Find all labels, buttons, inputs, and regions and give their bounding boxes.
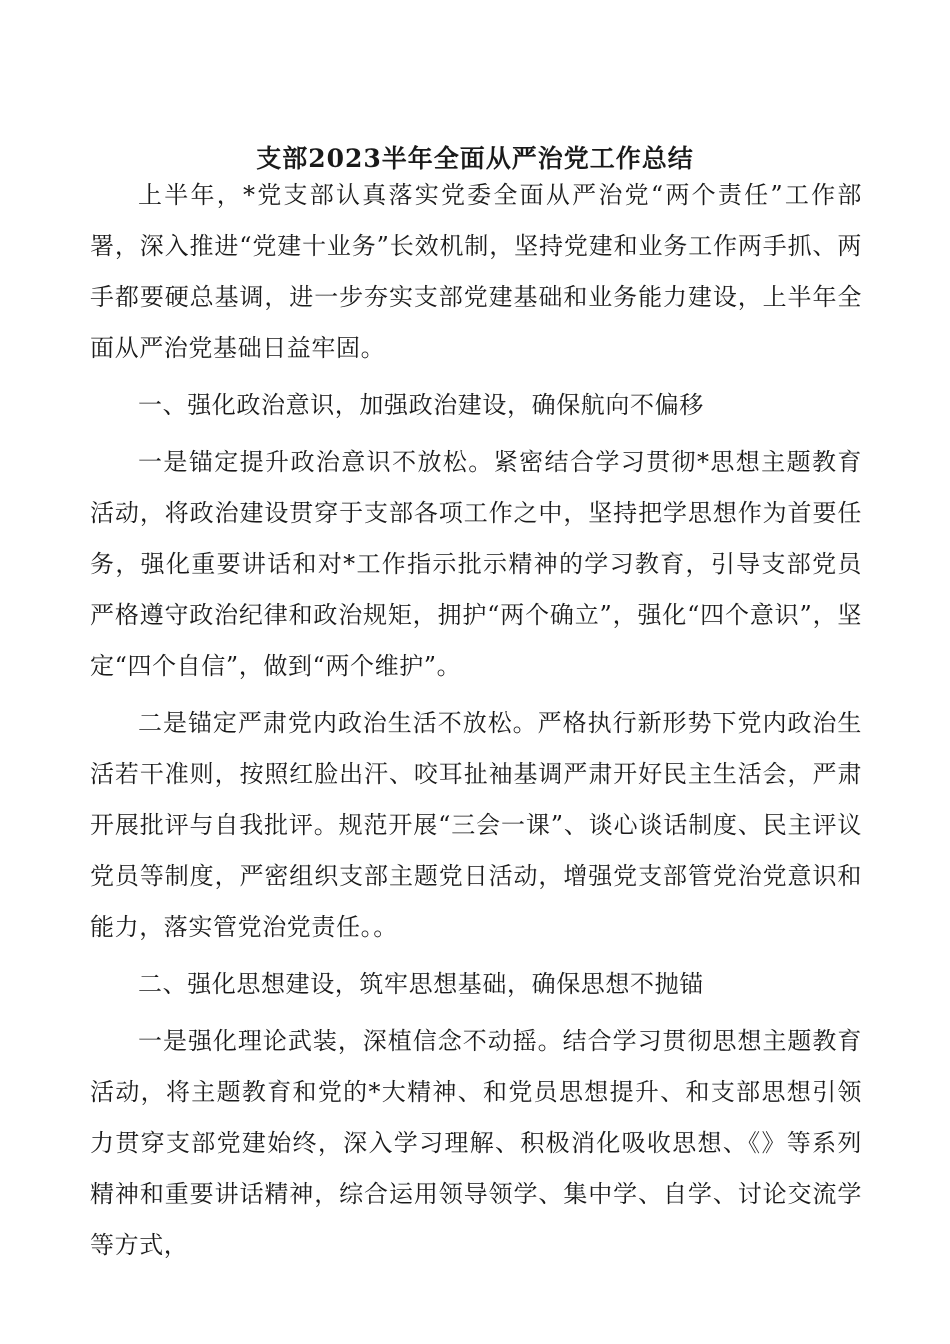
document-title: 支部2023半年全面从严治党工作总结: [256, 144, 694, 173]
intro-paragraph: 上半年，*党支部认真落实党委全面从严治党“两个责任”工作部署，深入推进“党建十业务”长效机制，坚持党建和业务工作两手抓、两手都要硬总基调，进一步夯实支部党建基础和业务能力建设，上半年全面从严治党基础日益牢固。: [90, 181, 862, 362]
section-heading-2: 二、强化思想建设，筑牢思想基础，确保思想不抛锚: [138, 970, 704, 998]
section1-paragraph-1: 一是锚定提升政治意识不放松。紧密结合学习贯彻*思想主题教育活动，将政治建设贯穿于支部各项工作之中，坚持把学思想作为首要任务，强化重要讲话和对*工作指示批示精神的学习教育，引导支部党员严格遵守政治纪律和政治规矩，拥护“两个确立”，强化“四个意识”，坚定“四个自信”，做到“两个维护”。: [90, 448, 862, 680]
section2-paragraph-1: 一是强化理论武装，深植信念不动摇。结合学习贯彻思想主题教育活动，将主题教育和党的*大精神、和党员思想提升、和支部思想引领力贯穿支部党建始终，深入学习理解、积极消化吸收思想、《》等系列精神和重要讲话精神，综合运用领导领学、集中学、自学、讨论交流学等方式，: [90, 1027, 862, 1259]
section1-paragraph-2: 二是锚定严肃党内政治生活不放松。严格执行新形势下党内政治生活若干准则，按照红脸出汗、咬耳扯袖基调严肃开好民主生活会，严肃开展批评与自我批评。规范开展“三会一课”、谈心谈话制度、民主评议党员等制度，严密组织支部主题党日活动，增强党支部管党治党意识和能力，落实管党治党责任。。: [90, 709, 862, 941]
section-heading-1: 一、强化政治意识，加强政治建设，确保航向不偏移: [138, 391, 704, 419]
document-body: [90, 170, 862, 1271]
